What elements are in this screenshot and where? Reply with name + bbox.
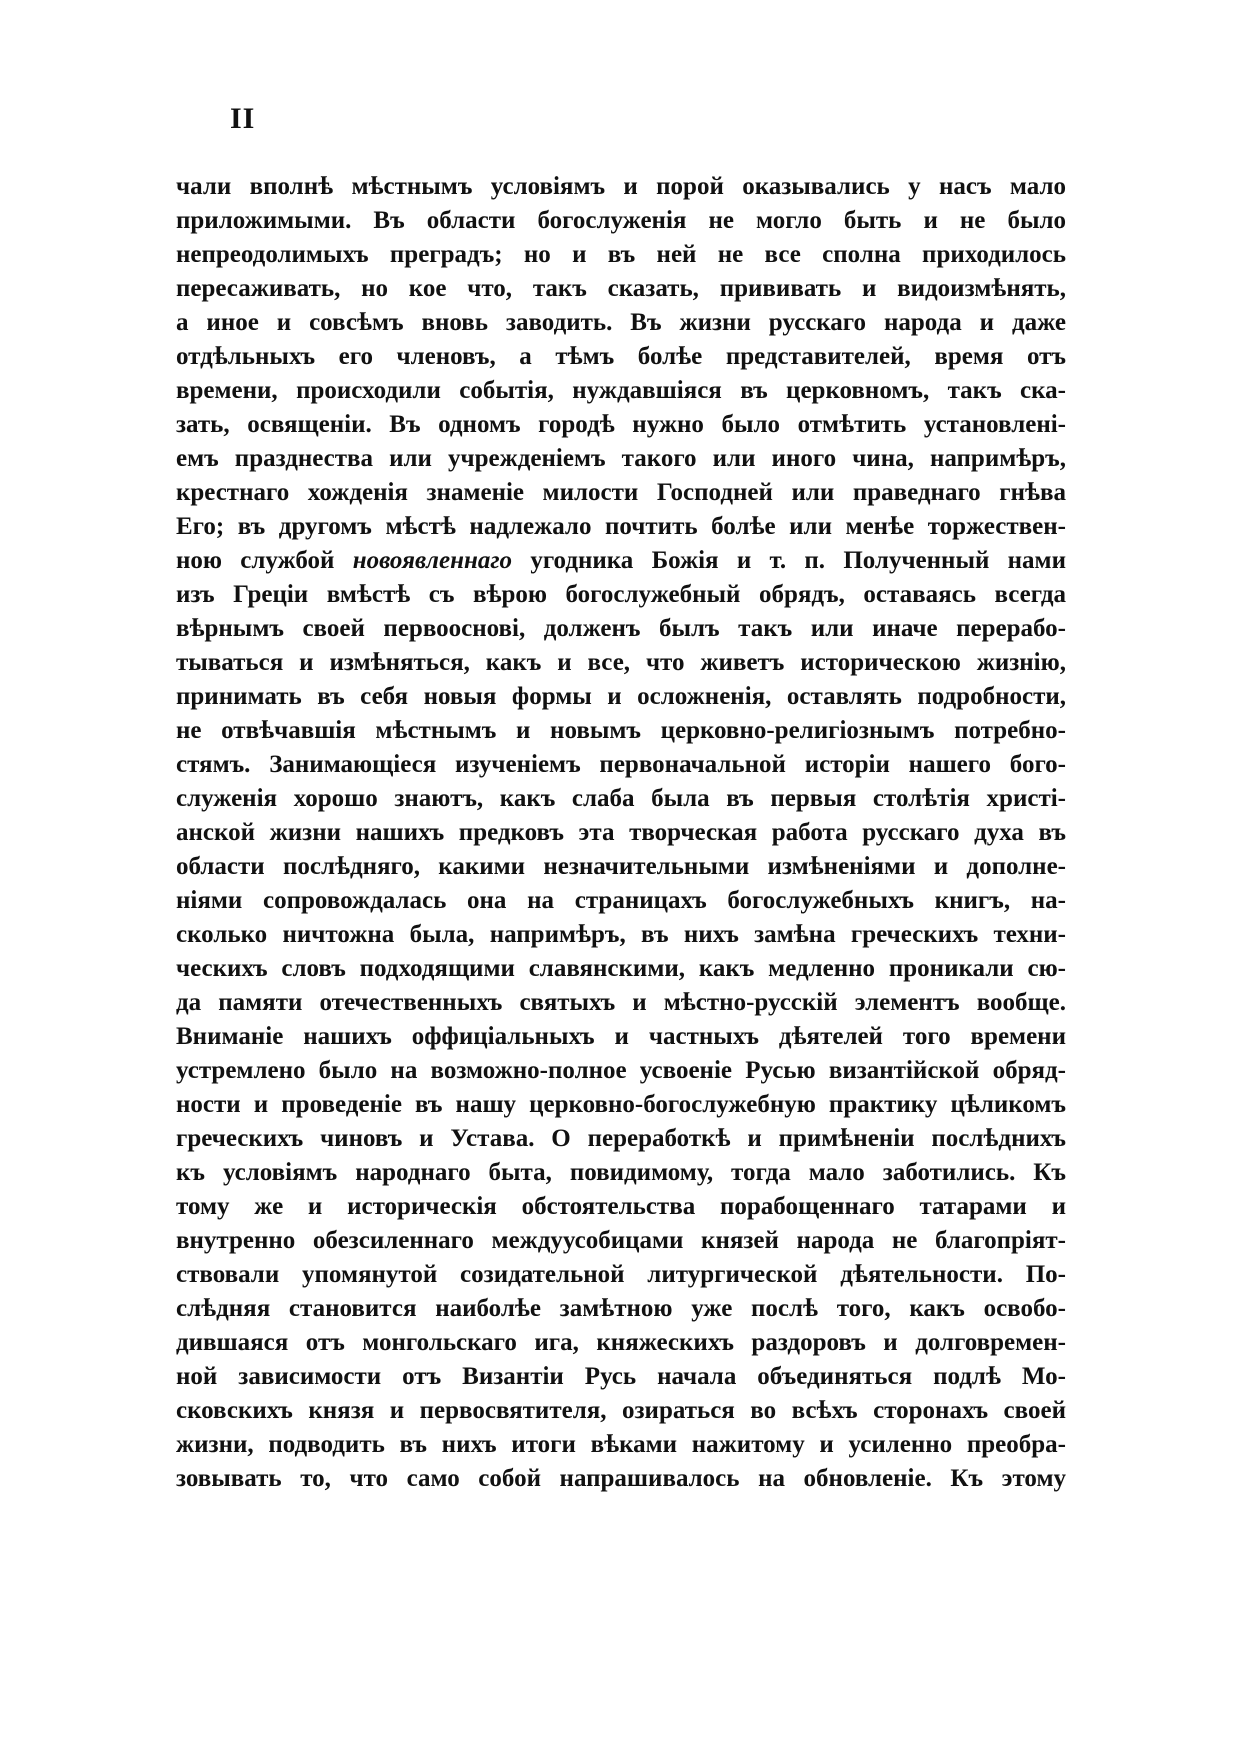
text-line: ствовали упомянутой созидательной литургической дѣятельности. По- <box>176 1261 1066 1288</box>
text-line: къ условіямъ народнаго быта, повидимому, тогда мало заботились. Къ <box>176 1159 1066 1186</box>
text-line: емъ празднества или учрежденіемъ такого или иного чина, напримѣръ, <box>176 445 1066 472</box>
italic-word: новоявленнаго <box>352 547 513 574</box>
text-line: Вниманіе нашихъ оффиціальныхъ и частныхъ дѣятелей того времени <box>176 1023 1066 1050</box>
text-line: пересаживать, но кое что, такъ сказать, прививать и видоизмѣнять, <box>176 275 1066 302</box>
text-line: не отвѣчавшія мѣстнымъ и новымъ церковно-религіознымъ потребно- <box>176 717 1066 744</box>
text-line: зовывать то, что само собой напрашивалось на обновленіе. Къ этому <box>176 1465 1066 1492</box>
text-line: непреодолимыхъ преградъ; но и въ ней не все сполна приходилось <box>176 241 1066 268</box>
text-line: ческихъ словъ подходящими славянскими, какъ медленно проникали сю- <box>176 955 1066 982</box>
text-line: чали вполнѣ мѣстнымъ условіямъ и порой оказывались у насъ мало <box>176 173 1066 200</box>
text-line: приложимыми. Въ области богослуженія не могло быть и не было <box>176 207 1066 234</box>
text-line: внутренно обезсиленнаго междуусобицами князей народа не благопріят- <box>176 1227 1066 1254</box>
text-line: ніями сопровождалась она на страницахъ богослужебныхъ книгъ, на- <box>176 887 1066 914</box>
text-line: изъ Греціи вмѣстѣ съ вѣрою богослужебный обрядъ, оставаясь всегда <box>176 581 1066 608</box>
text-line: крестнаго хожденія знаменіе милости Господней или праведнаго гнѣва <box>176 479 1066 506</box>
text-line: стямъ. Занимающіеся изученіемъ первоначальной исторіи нашего бого- <box>176 751 1066 778</box>
text-line: сколько ничтожна была, напримѣръ, въ нихъ замѣна греческихъ техни- <box>176 921 1066 948</box>
text-line: слѣдняя становится наиболѣе замѣтною уже послѣ того, какъ освобо- <box>176 1295 1066 1322</box>
text-line: зать, освященіи. Въ одномъ городѣ нужно было отмѣтить установлені- <box>176 411 1066 438</box>
text-line: тываться и измѣняться, какъ и все, что живетъ историческою жизнію, <box>176 649 1066 676</box>
text-line: области послѣдняго, какими незначительными измѣненіями и дополне- <box>176 853 1066 880</box>
body-text <box>176 170 1066 1496</box>
text-line: служенія хорошо знаютъ, какъ слаба была въ первыя столѣтія христі- <box>176 785 1066 812</box>
text-line: дившаяся отъ монгольскаго ига, княжескихъ раздоровъ и долговремен- <box>176 1329 1066 1356</box>
text-line: греческихъ чиновъ и Устава. О переработкѣ и примѣненіи послѣднихъ <box>176 1125 1066 1152</box>
text-line <box>176 544 1066 578</box>
text-line: а иное и совсѣмъ вновь заводить. Въ жизни русскаго народа и даже <box>176 309 1066 336</box>
text-line: тому же и историческія обстоятельства порабощеннаго татарами и <box>176 1193 1066 1220</box>
text-line: Его; въ другомъ мѣстѣ надлежало почтить болѣе или менѣе торжествен- <box>176 513 1066 540</box>
page-number: II <box>230 102 256 135</box>
text-line: устремлено было на возможно-полное усвоеніе Русью византійской обряд- <box>176 1057 1066 1084</box>
text-line: ности и проведеніе въ нашу церковно-богослужебную практику цѣликомъ <box>176 1091 1066 1118</box>
text-run: ною службой <box>176 547 353 574</box>
text-line: времени, происходили событія, нуждавшіяся въ церковномъ, такъ ска- <box>176 377 1066 404</box>
text-line: вѣрнымъ своей первооснові, долженъ былъ такъ или иначе перерабо- <box>176 615 1066 642</box>
text-line: ной зависимости отъ Византіи Русь начала объединяться подлѣ Мо- <box>176 1363 1066 1390</box>
text-line: отдѣльныхъ его членовъ, а тѣмъ болѣе представителей, время отъ <box>176 343 1066 370</box>
text-line: сковскихъ князя и первосвятителя, озираться во всѣхъ сторонахъ своей <box>176 1397 1066 1424</box>
text-line: да памяти отечественныхъ святыхъ и мѣстно-русскій элементъ вообще. <box>176 989 1066 1016</box>
text-line: принимать въ себя новыя формы и осложненія, оставлять подробности, <box>176 683 1066 710</box>
text-run: угодника Божія и т. п. Полученный нами <box>512 547 1066 574</box>
text-line: жизни, подводить въ нихъ итоги вѣками нажитому и усиленно преобра- <box>176 1431 1066 1458</box>
text-line: анской жизни нашихъ предковъ эта творческая работа русскаго духа въ <box>176 819 1066 846</box>
